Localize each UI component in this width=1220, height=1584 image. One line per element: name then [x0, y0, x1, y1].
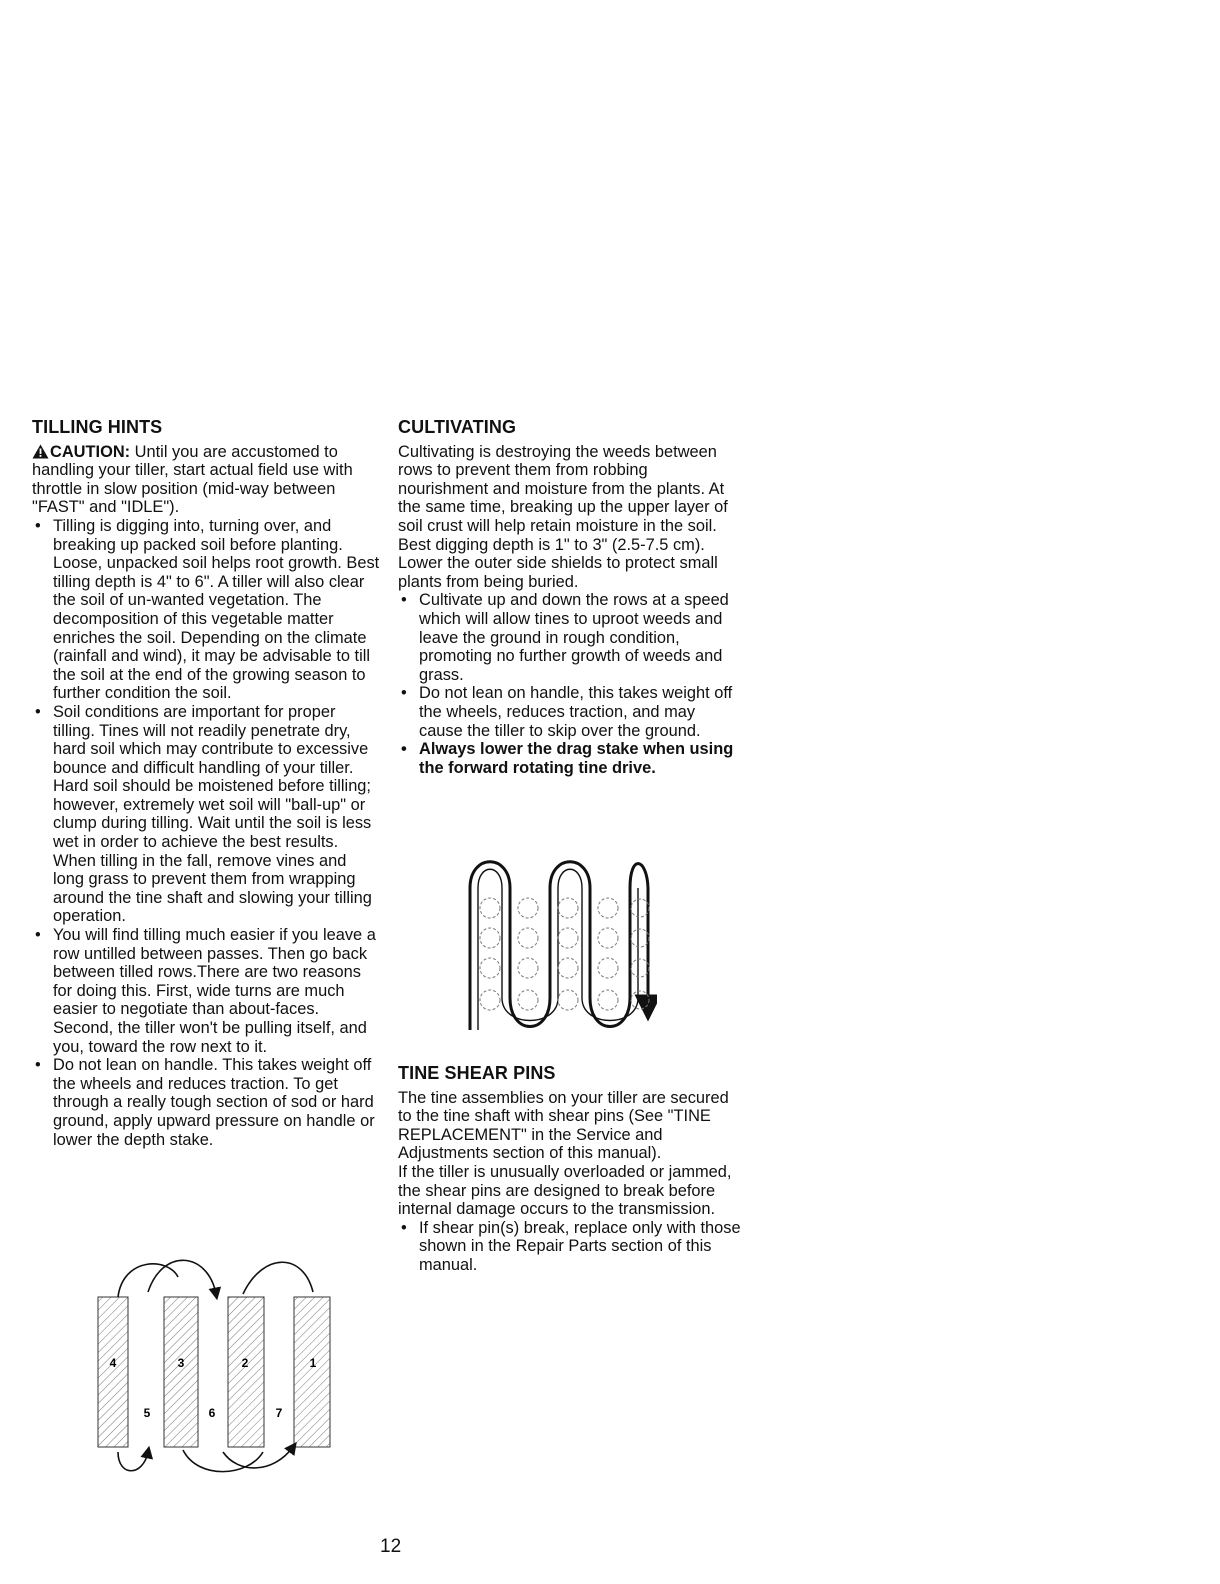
cultivating-bullet-2: • Do not lean on handle, this takes weight off the wheels, reduces traction, and may cause the tiller to skip over the ground. [398, 684, 742, 740]
gap-label-6: 6 [208, 1406, 216, 1420]
cultivating-bullet-list [398, 591, 742, 777]
tilling-pattern-figure [88, 1252, 338, 1477]
row-4-strip [98, 1297, 128, 1447]
gap-label-5: 5 [143, 1406, 151, 1420]
tine-shear-pins-heading: TINE SHEAR PINS [398, 1063, 556, 1083]
row-label-2: 2 [241, 1356, 249, 1370]
row-1-strip [294, 1297, 330, 1447]
tine-bullet-1: • If shear pin(s) break, replace only with those shown in the Repair Parts section of this manual. [398, 1219, 742, 1275]
turn-arrow-top-3 [243, 1262, 313, 1294]
caution-text: Until you are accustomed to handling your tiller, start actual field use with throttle in slow position (mid-way between "FAST" and "IDLE"). [32, 442, 353, 517]
tine-para-1: The tine assemblies on your tiller are secured to the tine shaft with shear pins (See "TINE REPLACEMENT" in the Service and Adjustments section of this manual). [398, 1088, 729, 1163]
turn-arrow-top-2 [148, 1260, 216, 1294]
tilling-bullet-4: • Do not lean on handle. This takes weight off the wheels and reduces traction. To get through a really tough section of sod or hard ground, apply upward pressure on handle or lower the depth stake. [32, 1056, 380, 1149]
tilling-bullet-2: • Soil conditions are important for proper tilling. Tines will not readily penetrate dry, hard soil which may contribute to excessive bounce and difficult handling of your tiller. Hard soil should be moistened before tilling; however, extremely wet soil will "ball-up" or clump during tilling. Wait until the soil is less wet in order to achieve the best results. When tilling in the fall, remove vines and long grass to prevent them from wrapping around the tine shaft and slowing your tilling operation. [32, 703, 380, 926]
cultivating-heading: CULTIVATING [398, 417, 517, 437]
tilling-bullet-1: • Tilling is digging into, turning over, and breaking up packed soil before planting. Loose, unpacked soil helps root growth. Best tilling depth is 4" to 6". A tiller will also clear the soil of un-wanted vegetation. The decomposition of this vegetable matter enriches the soil. Depending on the climate (rainfall and wind), it may be advisable to till the soil at the end of the growing season to further condition the soil. [32, 517, 380, 703]
serpentine-path-inner [478, 869, 638, 1030]
cultivating-section [398, 418, 742, 777]
tine-shear-pins-section [398, 1064, 742, 1275]
warning-triangle-icon [32, 444, 49, 459]
tilling-hints-section [32, 418, 380, 1149]
tilling-bullet-3: • You will find tilling much easier if you leave a row untilled between passes. Then go back between tilled rows.There are two reasons for doing this. First, wide turns are much easier to negotiate than about-faces. Second, the tiller won't be pulling itself, and you, toward the row next to it. [32, 926, 380, 1056]
cultivating-pattern-figure [462, 858, 657, 1035]
gap-label-7: 7 [275, 1406, 283, 1420]
cultivating-bullet-1: • Cultivate up and down the rows at a speed which will allow tines to uproot weeds and leave the ground in rough condition, promoting no further growth of weeds and grass. [398, 591, 742, 684]
cultivating-intro: Cultivating is destroying the weeds between rows to prevent them from robbing nourishment and moisture from the plants. At the same time, breaking up the upper layer of soil crust will help retain moisture in the soil. Best digging depth is 1" to 3" (2.5-7.5 cm). Lower the outer side shields to protect small plants from being buried. [398, 442, 728, 591]
caution-paragraph [32, 443, 380, 517]
page-number: 12 [380, 1536, 402, 1557]
row-3-strip [164, 1297, 198, 1447]
row-2-strip [228, 1297, 264, 1447]
row-label-3: 3 [177, 1356, 185, 1370]
row-label-4: 4 [109, 1356, 117, 1370]
turn-arrow-top-1 [118, 1264, 178, 1297]
tilling-hints-heading: TILLING HINTS [32, 417, 163, 437]
cultivating-bullet-bold: • Always lower the drag stake when using the forward rotating tine drive. [398, 740, 742, 777]
caution-label: CAUTION: [50, 442, 131, 461]
tine-bullet-list [398, 1219, 742, 1275]
turn-arrow-bottom-1 [118, 1452, 148, 1471]
tilling-bullet-list [32, 517, 380, 1149]
plant-circles [480, 898, 649, 1010]
row-label-1: 1 [309, 1356, 317, 1370]
tine-para-2: If the tiller is unusually overloaded or jammed, the shear pins are designed to break before internal damage occurs to the transmission. [398, 1162, 732, 1219]
